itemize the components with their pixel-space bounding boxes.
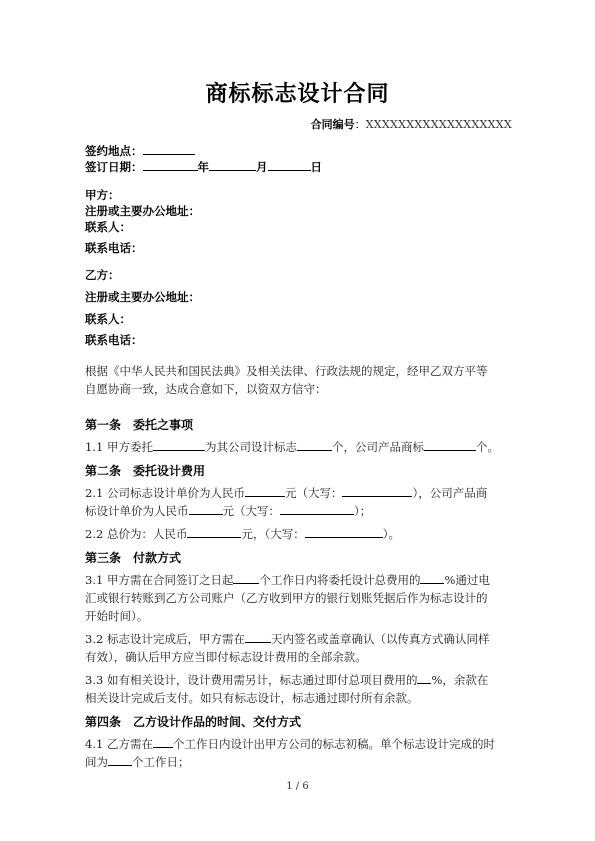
sign-place — [85, 143, 195, 159]
blank-line — [424, 439, 476, 451]
clause-text: ）。 — [382, 527, 400, 541]
clause-text: 个工作日； — [132, 755, 190, 769]
blank-line — [153, 736, 173, 748]
clause-3-2 — [85, 631, 489, 647]
clause-text: 1.1 甲方委托 — [85, 440, 153, 454]
blank-line — [297, 439, 332, 451]
blank-line — [280, 503, 354, 515]
contract-number-value: XXXXXXXXXXXXXXXXXX — [365, 118, 512, 131]
day-label: 日 — [310, 160, 322, 174]
clause-text: 3.2 标志设计完成后，甲方需在 — [85, 632, 245, 646]
clause-text: 标设计单价为人民币 — [85, 504, 189, 518]
blank-line — [108, 754, 132, 766]
document-title: 商标标志设计合同 — [205, 81, 390, 107]
party-b-contact: 联系人： — [85, 312, 131, 326]
preamble-line: 自愿协商一致，达成合意如下，以资双方信守： — [85, 382, 327, 396]
blank-line — [245, 631, 271, 643]
party-a-phone: 联系电话： — [85, 241, 143, 255]
page-number: 1 / 6 — [286, 781, 309, 792]
blank-line — [209, 159, 256, 171]
clause-3-1-cont: 汇或银行转账到乙方公司账户（乙方收到甲方的银行划账凭据后作为标志设计的 — [85, 591, 488, 605]
party-b-address: 注册或主要办公地址： — [85, 290, 200, 304]
blank-line — [420, 572, 444, 584]
clause-text: ），公司产品商 — [412, 486, 488, 500]
clause-text: 为其公司设计标志 — [204, 440, 297, 454]
clause-text: ）； — [354, 504, 372, 518]
clause-text: 天内签名或盖章确认（以传真方式确认同样 — [270, 632, 490, 646]
clause-4-1 — [85, 736, 495, 752]
blank-line — [342, 485, 412, 497]
article-4-heading: 第四条 乙方设计作品的时间、交付方式 — [85, 715, 302, 729]
blank-line — [268, 159, 311, 171]
clause-text: 元（大写： — [284, 486, 343, 500]
blank-line — [189, 503, 223, 515]
year-label: 年 — [197, 160, 209, 174]
party-a-contact: 联系人： — [85, 220, 131, 234]
party-a-address: 注册或主要办公地址： — [85, 204, 200, 218]
blank-line — [305, 526, 383, 538]
clause-text: 2.1 公司标志设计单价为人民币 — [85, 486, 245, 500]
clause-text: 间为 — [85, 755, 108, 769]
clause-text: 2.2 总价为：人民币 — [85, 527, 188, 541]
article-1-heading: 第一条 委托之事项 — [85, 418, 194, 432]
blank-line — [143, 159, 198, 171]
clause-2-1-cont — [85, 503, 371, 519]
clause-text: 4.1 乙方需在 — [85, 737, 153, 751]
contract-number: 合同编号：XXXXXXXXXXXXXXXXXX — [310, 118, 512, 131]
clause-text: 3.3 如有相关设计，设计费用需另计，标志通过即付总项目费用的 — [85, 673, 418, 687]
clause-4-1-cont — [85, 754, 190, 770]
clause-text: 元（大写： — [222, 504, 280, 518]
contract-number-label: 合同编号 — [310, 118, 355, 131]
clause-text: 元，（大写： — [241, 527, 305, 541]
blank-line — [153, 439, 205, 451]
sign-date-label: 签订日期： — [85, 160, 143, 174]
preamble-line: 根据《中华人民共和国民法典》及相关法律、行政法规的规定，经甲乙双方平等 — [85, 364, 488, 378]
blank-line — [187, 526, 241, 538]
clause-text: 个。 — [475, 440, 499, 454]
sign-place-label: 签约地点： — [85, 144, 143, 158]
blank-line — [233, 572, 259, 584]
sign-date — [85, 159, 322, 175]
blank-line — [417, 672, 431, 684]
party-b-phone: 联系电话： — [85, 333, 143, 347]
clause-3-3 — [85, 672, 488, 688]
blank-line — [143, 143, 195, 155]
article-3-heading: 第三条 付款方式 — [85, 551, 182, 565]
clause-2-1 — [85, 485, 487, 501]
clause-text: %，余款在 — [431, 673, 489, 687]
clause-3-1-cont: 开始时间）。 — [85, 609, 149, 623]
month-label: 月 — [256, 160, 268, 174]
clause-text: 个工作日内设计出甲方公司的标志初稿。单个标志设计完成的时 — [172, 737, 495, 751]
clause-text: %通过电 — [444, 573, 490, 587]
party-b-label: 乙方： — [85, 268, 120, 282]
clause-text: 个工作日内将委托设计总费用的 — [259, 573, 421, 587]
clause-3-1 — [85, 572, 490, 588]
clause-text: 3.1 甲方需在合同签订之日起 — [85, 573, 234, 587]
clause-1-1 — [85, 439, 499, 455]
article-2-heading: 第二条 委托设计费用 — [85, 464, 206, 478]
party-a-label: 甲方： — [85, 188, 120, 202]
blank-line — [245, 485, 285, 497]
clause-text: 个，公司产品商标 — [331, 440, 424, 454]
clause-3-2-cont: 有效），确认后甲方应当即付标志设计费用的全部余款。 — [85, 650, 367, 664]
clause-3-3-cont: 相关设计完成后支付。如只有标志设计，标志通过即付所有余款。 — [85, 691, 419, 705]
clause-2-2 — [85, 526, 400, 542]
